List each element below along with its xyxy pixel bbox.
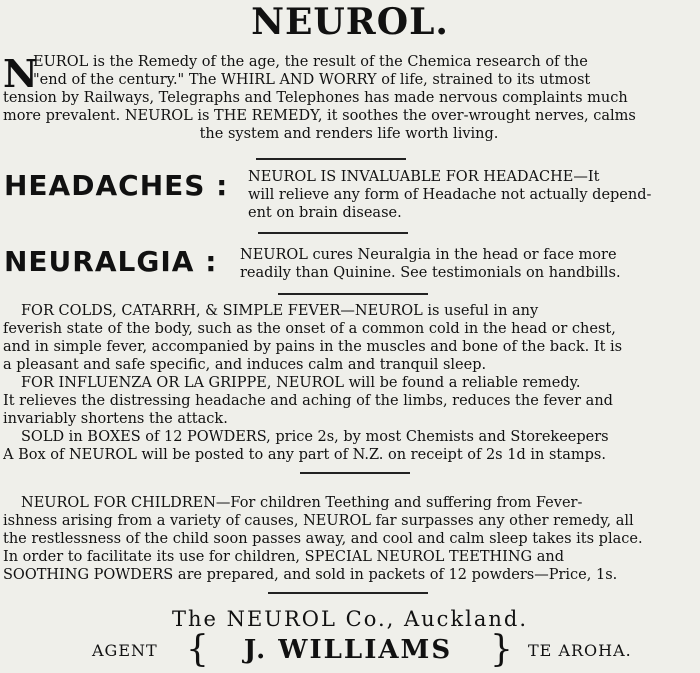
agent-name: J. WILLIAMS (243, 635, 453, 665)
colds-line: feverish state of the body, such as the onset of a common cold in the head or chest, (3, 321, 616, 337)
divider (268, 592, 428, 594)
agent-label: AGENT (92, 641, 158, 660)
intro-line: "end of the century." The WHIRL AND WORRY of life, strained to its utmost (33, 72, 591, 88)
colds-line: A Box of NEUROL will be posted to any part of N.Z. on receipt of 2s 1d in stamps. (3, 447, 606, 463)
colds-line: and in simple fever, accompanied by pains in the muscles and bone of the back. It is (3, 339, 623, 355)
intro-paragraph (3, 53, 695, 143)
agent-location: TE AROHA. (528, 641, 632, 660)
divider (258, 232, 408, 234)
page-title: NEUROL. (251, 1, 449, 43)
neuralgia-heading: NEURALGIA : (4, 245, 218, 278)
divider (278, 293, 428, 295)
headaches-heading: HEADACHES : (4, 169, 229, 202)
neuralgia-text (240, 246, 621, 282)
neuralgia-line: NEUROL cures Neuralgia in the head or face more (240, 247, 617, 263)
headaches-line: ent on brain disease. (248, 205, 402, 221)
intro-line: the system and renders life worth living. (199, 126, 499, 142)
children-line: ishness arising from a variety of causes, NEUROL far surpasses any other remedy, all (3, 513, 634, 529)
children-paragraph (3, 494, 695, 584)
colds-line: a pleasant and safe specific, and induces calm and tranquil sleep. (3, 357, 487, 373)
divider (300, 472, 410, 474)
colds-paragraph (3, 302, 695, 464)
divider (256, 158, 406, 160)
company-name: The NEUROL Co., Auckland. (171, 607, 529, 631)
children-line: In order to facilitate its use for children, SPECIAL NEUROL TEETHING and (3, 549, 565, 565)
headaches-line: will relieve any form of Headache not actually depend- (248, 187, 652, 203)
headaches-text (248, 168, 651, 222)
intro-line: EUROL is the Remedy of the age, the result of the Chemica research of the (33, 54, 588, 70)
children-line: the restlessness of the child soon passes away, and cool and calm sleep takes its place. (3, 531, 643, 547)
colds-line: FOR COLDS, CATARRH, & SIMPLE FEVER—NEUROL is useful in any (21, 303, 539, 319)
neuralgia-line: readily than Quinine. See testimonials on handbills. (240, 265, 621, 281)
colds-line: invariably shortens the attack. (3, 411, 228, 427)
headaches-line: NEUROL IS INVALUABLE FOR HEADACHE—It (248, 169, 600, 185)
children-line: SOOTHING POWDERS are prepared, and sold in packets of 12 powders—Price, 1s. (3, 567, 618, 583)
brace-right: } (490, 629, 513, 670)
colds-line: SOLD in BOXES of 12 POWDERS, price 2s, by most Chemists and Storekeepers (21, 429, 609, 445)
colds-line: It relieves the distressing headache and aching of the limbs, reduces the fever and (3, 393, 613, 409)
intro-line: more prevalent. NEUROL is THE REMEDY, it soothes the over-wrought nerves, calms (3, 108, 636, 124)
children-line: NEUROL FOR CHILDREN—For children Teething and suffering from Fever- (21, 495, 583, 511)
intro-line: tension by Railways, Telegraphs and Telephones has made nervous complaints much (3, 90, 628, 106)
colds-line: FOR INFLUENZA OR LA GRIPPE, NEUROL will be found a reliable remedy. (21, 375, 581, 391)
drop-cap: N (3, 51, 38, 96)
brace-left: { (186, 629, 209, 670)
